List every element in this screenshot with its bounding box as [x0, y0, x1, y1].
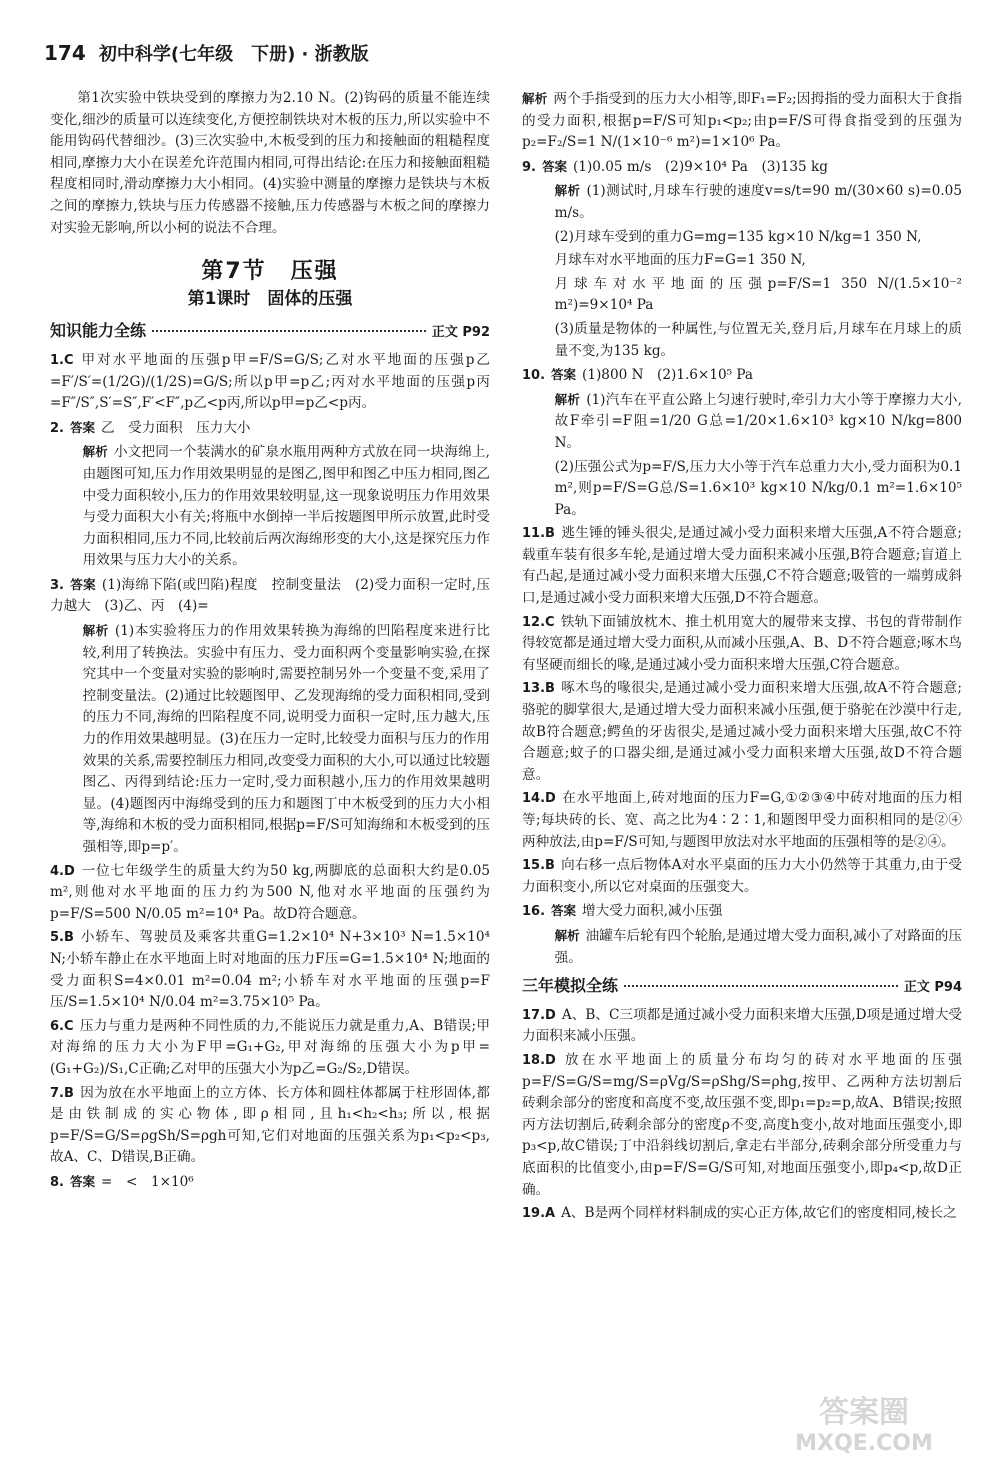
answer-text: 乙 受力面积 压力大小 — [101, 419, 251, 436]
analysis-label: 解析 — [554, 927, 580, 943]
question-11 — [522, 523, 962, 609]
answer-label: 答案 — [69, 576, 96, 592]
dotted-leader — [624, 985, 898, 987]
question-text: 压力与重力是两种不同性质的力,不能说压力就是重力,A、B错误;甲对海绵的压力大小为F甲=G₁+G₂,甲对海绵的压强大小为p甲=(G₁+G₂)/S₁,C正确;乙对甲的压强大小为p乙=G₂/S₂,D错误。 — [50, 1017, 490, 1077]
question-text: 放在水平地面上的质量分布均匀的砖对水平地面的压强p=F/S=G/S=mg/S=ρVg/S=ρShg/S=ρhg,按甲、乙两种方法切割后砖剩余部分的密度和高度不变,故压强不变,即p₁=p₂=p,故A、B错误;按照丙方法切割后,砖剩余部分的密度ρ不变,高度h变小,故对地面压强变小,即p₃<p,故C错误;丁中沿斜线切割后,拿走右半部分,砖剩余部分所受重力与底面积的比值变小,由p=F/S=G/S可知,对地面压强变小,即p₄<p,故D正确。 — [522, 1051, 962, 1198]
question-2 — [50, 417, 490, 440]
question-2-analysis — [50, 441, 490, 572]
answer-label: 答案 — [551, 903, 577, 919]
answer-label: 答案 — [541, 158, 567, 174]
question-text: 铁轨下面铺放枕木、推土机用宽大的履带来支撑、书包的背带制作得较宽都是通过增大受力面积,从而减小压强,A、B、D不符合题意;啄木鸟有坚硬而细长的喙,是通过减小受力面积来增大压强,C符合题意。 — [522, 613, 962, 673]
question-number: 9. — [522, 159, 536, 175]
question-text: 向右移一点后物体A对水平桌面的压力大小仍然等于其重力,由于受力面积变小,所以它对桌面的压强变大。 — [522, 857, 962, 895]
question-18 — [522, 1050, 962, 1201]
answer-label: 答案 — [69, 1173, 95, 1189]
bar-title: 知识能力全练 — [50, 321, 147, 341]
answer-text: = < 1×10⁶ — [101, 1173, 194, 1190]
analysis-label: 解析 — [522, 91, 548, 106]
question-text: 甲对水平地面的压强p甲=F/S=G/S;乙对水平地面的压强p乙=F′/S′=(1/2G)/(1/2S)=G/S;所以p甲=p乙;丙对水平地面的压强p丙=F″/S″,S′=S″,F′<F″,p乙<p丙,所以p甲=p乙<p丙。 — [50, 351, 490, 412]
analysis-text: 小文把同一个装满水的矿泉水瓶用两种方式放在同一块海绵上,由题图可知,压力作用效果明显的是图乙,图甲和图乙中压力相同,图乙中受力面积较小,压力的作用效果较明显,这一现象说明压力作用效果与受力面积大小有关;将瓶中水倒掉一半后按题图甲所示放置,此时受力面积相同,压力不同,比较前后两次海绵形变的大小,这是探究压力作用效果与压力大小的关系。 — [82, 444, 490, 569]
section-title: 第7节 压强 — [201, 259, 339, 285]
section-bar-three-year — [522, 975, 962, 999]
question-13 — [522, 678, 962, 786]
question-17 — [522, 1005, 962, 1048]
watermark-brand: 答案圈 — [819, 1395, 909, 1430]
question-number: 6.C — [50, 1018, 74, 1034]
answer-text: (1)0.05 m/s (2)9×10⁴ Pa (3)135 kg — [573, 158, 828, 175]
question-9-line: (3)质量是物体的一种属性,与位置无关,登月后,月球车在月球上的质量不变,为135 kg。 — [554, 320, 962, 359]
question-9-line: (2)月球车受到的重力G=mg=135 kg×10 N/kg=1 350 N, — [554, 228, 922, 245]
left-column — [50, 88, 490, 1196]
question-15 — [522, 855, 962, 898]
lesson-title: 第1课时 固体的压强 — [187, 288, 353, 309]
question-12 — [522, 612, 962, 677]
question-number: 13.B — [522, 681, 555, 697]
question-4 — [50, 861, 490, 926]
page-reference: 正文 P94 — [903, 980, 962, 996]
question-text: 因为放在水平地面上的立方体、长方体和圆柱体都属于柱形固体,都是由铁制成的实心物体,即ρ相同,且h₁<h₂<h₃;所以,根据p=F/S=G/S=ρgSh/S=ρgh可知,它们对地面的压强关系为p₁<p₂<p₃,故A、C、D错误,B正确。 — [50, 1084, 490, 1166]
analysis-text: 油罐车后轮有四个轮胎,是通过增大受力面积,减小了对路面的压强。 — [554, 927, 962, 966]
question-7 — [50, 1083, 490, 1169]
question-16-analysis — [522, 925, 962, 969]
analysis-label: 解析 — [554, 391, 581, 407]
section-bar-knowledge — [50, 320, 490, 344]
analysis-label: 解析 — [554, 183, 581, 199]
answer-label: 答案 — [69, 419, 95, 435]
question-number: 12.C — [522, 614, 555, 630]
question-9-line: 月球车对水平地面的压力F=G=1 350 N, — [554, 252, 806, 269]
question-5 — [50, 927, 490, 1013]
question-19 — [522, 1203, 962, 1225]
question-number: 11.B — [522, 526, 555, 542]
question-10-line: (2)压强公式为p=F/S,压力大小等于汽车总重力大小,受力面积为0.1 m²,则p=F/S=G总/S=1.6×10³ kg×10 N/kg/0.1 m²=1.6×10⁵ Pa。 — [554, 458, 962, 518]
watermark-logo — [764, 1392, 964, 1454]
question-number: 1.C — [50, 352, 74, 368]
question-number: 16. — [522, 904, 546, 920]
question-number: 19.A — [522, 1206, 556, 1222]
question-number: 8. — [50, 1174, 64, 1190]
question-10 — [522, 364, 962, 387]
question-number: 14.D — [522, 791, 556, 807]
watermark-site: MXQE.COM — [795, 1431, 933, 1454]
analysis-text: (1)本实验将压力的作用效果转换为海绵的凹陷程度来进行比较,利用了转换法。实验中有压力、受力面积两个变量影响实验,在探究其中一个变量对实验的影响时,需要控制另外一个变量不变,采用了控制变量法。(2)通过比较题图甲、乙发现海绵的受力面积相同,受到的压力不同,海绵的凹陷程度不同,说明受力面积一定时,压力越大,压力的作用效果越明显。(3)在压力一定时,比较受力面积与压力的作用效果的关系,需要控制压力相同,改变受力面积的大小,可以通过比较题图乙、丙得到结论:压力一定时,受力面积越小,压力的作用效果越明显。(4)题图丙中海绵受到的压力和题图丁中木板受到的压力大小相等,海绵和木板的受力面积相同,根据p=F/S可知海绵和木板受到的压强相等,即p=p′。 — [82, 623, 490, 855]
question-number: 15.B — [522, 858, 555, 874]
question-text: A、B、C三项都是通过减小受力面积来增大压强,D项是通过增大受力面积来减小压强。 — [522, 1006, 962, 1045]
analysis-text: (1)测试时,月球车行驶的速度v=s/t=90 m/(30×60 s)=0.05 m/s。 — [554, 183, 962, 221]
question-3 — [50, 574, 490, 618]
question-number: 18.D — [522, 1052, 556, 1068]
dotted-leader — [152, 330, 426, 332]
question-text: 在水平地面上,砖对地面的压力F=G,①②③④中砖对地面的压力相等;每块砖的长、宽、高之比为4∶2∶1,和题图甲受力面积相同的是②④两种放法,由p=F/S可知,与题图甲放法对水平地面的压强相等的是②④。 — [522, 790, 962, 850]
question-14 — [522, 788, 962, 853]
question-number: 3. — [50, 577, 64, 593]
question-text: 啄木鸟的喙很尖,是通过减小受力面积来增大压强,故A不符合题意;骆驼的脚掌很大,是通过增大受力面积来减小压强,便于骆驼在沙漠中行走,故B符合题意;鳄鱼的牙齿很尖,是通过减小受力面积来增大压强,故C不符合题意;蚊子的口器尖细,是通过减小受力面积来增大压强,故D不符合题意。 — [522, 680, 962, 783]
answer-text: (1)海绵下陷(或凹陷)程度 控制变量法 (2)受力面积一定时,压力越大 (3)乙、丙 (4)= — [50, 576, 490, 615]
page-header — [44, 40, 964, 76]
question-8 — [50, 1171, 490, 1194]
question-9-analysis — [522, 180, 962, 224]
answer-text: (1)800 N (2)1.6×10⁵ Pa — [582, 367, 754, 384]
analysis-text: 两个手指受到的压力大小相等,即F₁=F₂;因拇指的受力面积大于食指的受力面积,根据p=F/S可知p₁<p₂;由p=F/S可得食指受到的压强为p₂=F₂/S=1 N/(1×10⁻⁶ m²)=1×10⁶ Pa。 — [522, 91, 962, 151]
question-number: 17.D — [522, 1007, 556, 1023]
answer-label: 答案 — [551, 367, 577, 383]
question-text: 一位七年级学生的质量大约为50 kg,两脚底的总面积大约是0.05 m²,则他对水平地面的压力约为500 N,他对水平地面的压强约为p=F/S=500 N/0.05 m²=10⁴ Pa。故D符合题意。 — [50, 862, 490, 922]
question-9 — [522, 156, 962, 179]
right-column — [522, 88, 962, 1227]
question-text: A、B是两个同样材料制成的实心正方体,故它们的密度相同,棱长之 — [561, 1205, 957, 1222]
question-number: 4.D — [50, 863, 75, 879]
answer-text: 增大受力面积,减小压强 — [582, 903, 723, 920]
analysis-text: (1)汽车在平直公路上匀速行驶时,牵引力大小等于摩擦力大小,故F牵引=F阻=1/20 G总=1/20×1.6×10³ kg×10 N/kg=800 N。 — [554, 391, 962, 451]
question-16 — [522, 900, 962, 923]
book-title: 初中科学(七年级 下册) · 浙教版 — [98, 44, 369, 65]
analysis-label: 解析 — [82, 444, 108, 460]
question-9-line: 月球车对水平地面的压强p=F/S=1 350 N/(1.5×10⁻² m²)=9×10⁴ Pa — [554, 275, 962, 314]
question-text: 小轿车、驾驶员及乘客共重G=1.2×10⁴ N+3×10³ N=1.5×10⁴ N;小轿车静止在水平地面上时对地面的压力F压=G=1.5×10⁴ N;地面的受力面积S=4×0.01 m²=0.04 m²;小轿车对水平地面的压强p=F压/S=1.5×10⁴ N/0.04 m²=3.75×10⁵ Pa。 — [50, 929, 490, 1011]
question-number: 2. — [50, 420, 64, 436]
question-text: 逃生锤的锤头很尖,是通过减小受力面积来增大压强,A不符合题意;载重车装有很多车轮,是通过增大受力面积来减小压强,B符合题意;盲道上有凸起,是通过减小受力面积来增大压强,C不符合题意;吸管的一端剪成斜口,是通过减小受力面积来增大压强,D不符合题意。 — [522, 525, 962, 607]
question-1 — [50, 350, 490, 415]
page-number: 174 — [44, 41, 86, 65]
question-10-analysis — [522, 389, 962, 455]
question-number: 5.B — [50, 930, 74, 946]
question-6 — [50, 1016, 490, 1081]
question-8-analysis — [522, 88, 962, 154]
page-reference: 正文 P92 — [431, 325, 490, 341]
intro-paragraph: 第1次实验中铁块受到的摩擦力为2.10 N。(2)钩码的质量不能连续变化,细沙的质量可以连续变化,方便控制铁块对木板的压力,所以实验中不能用钩码代替细沙。(3)三次实验中,木板受到的压力和接触面的粗糙程度相同,摩擦力大小在误差允许范围内相同,可得出结论:在压力和接触面粗糙程度相同时,滑动摩擦力大小相同。(4)实验中测量的摩擦力是铁块与木板之间的摩擦力,铁块与压力传感器不接触,压力传感器与木板之间的摩擦力对实验无影响,所以小柯的说法不合理。 — [50, 90, 490, 236]
bar-title: 三年模拟全练 — [522, 976, 619, 996]
question-number: 10. — [522, 368, 546, 384]
question-number: 7.B — [50, 1085, 74, 1101]
question-3-analysis — [50, 620, 490, 859]
analysis-label: 解析 — [82, 623, 109, 639]
